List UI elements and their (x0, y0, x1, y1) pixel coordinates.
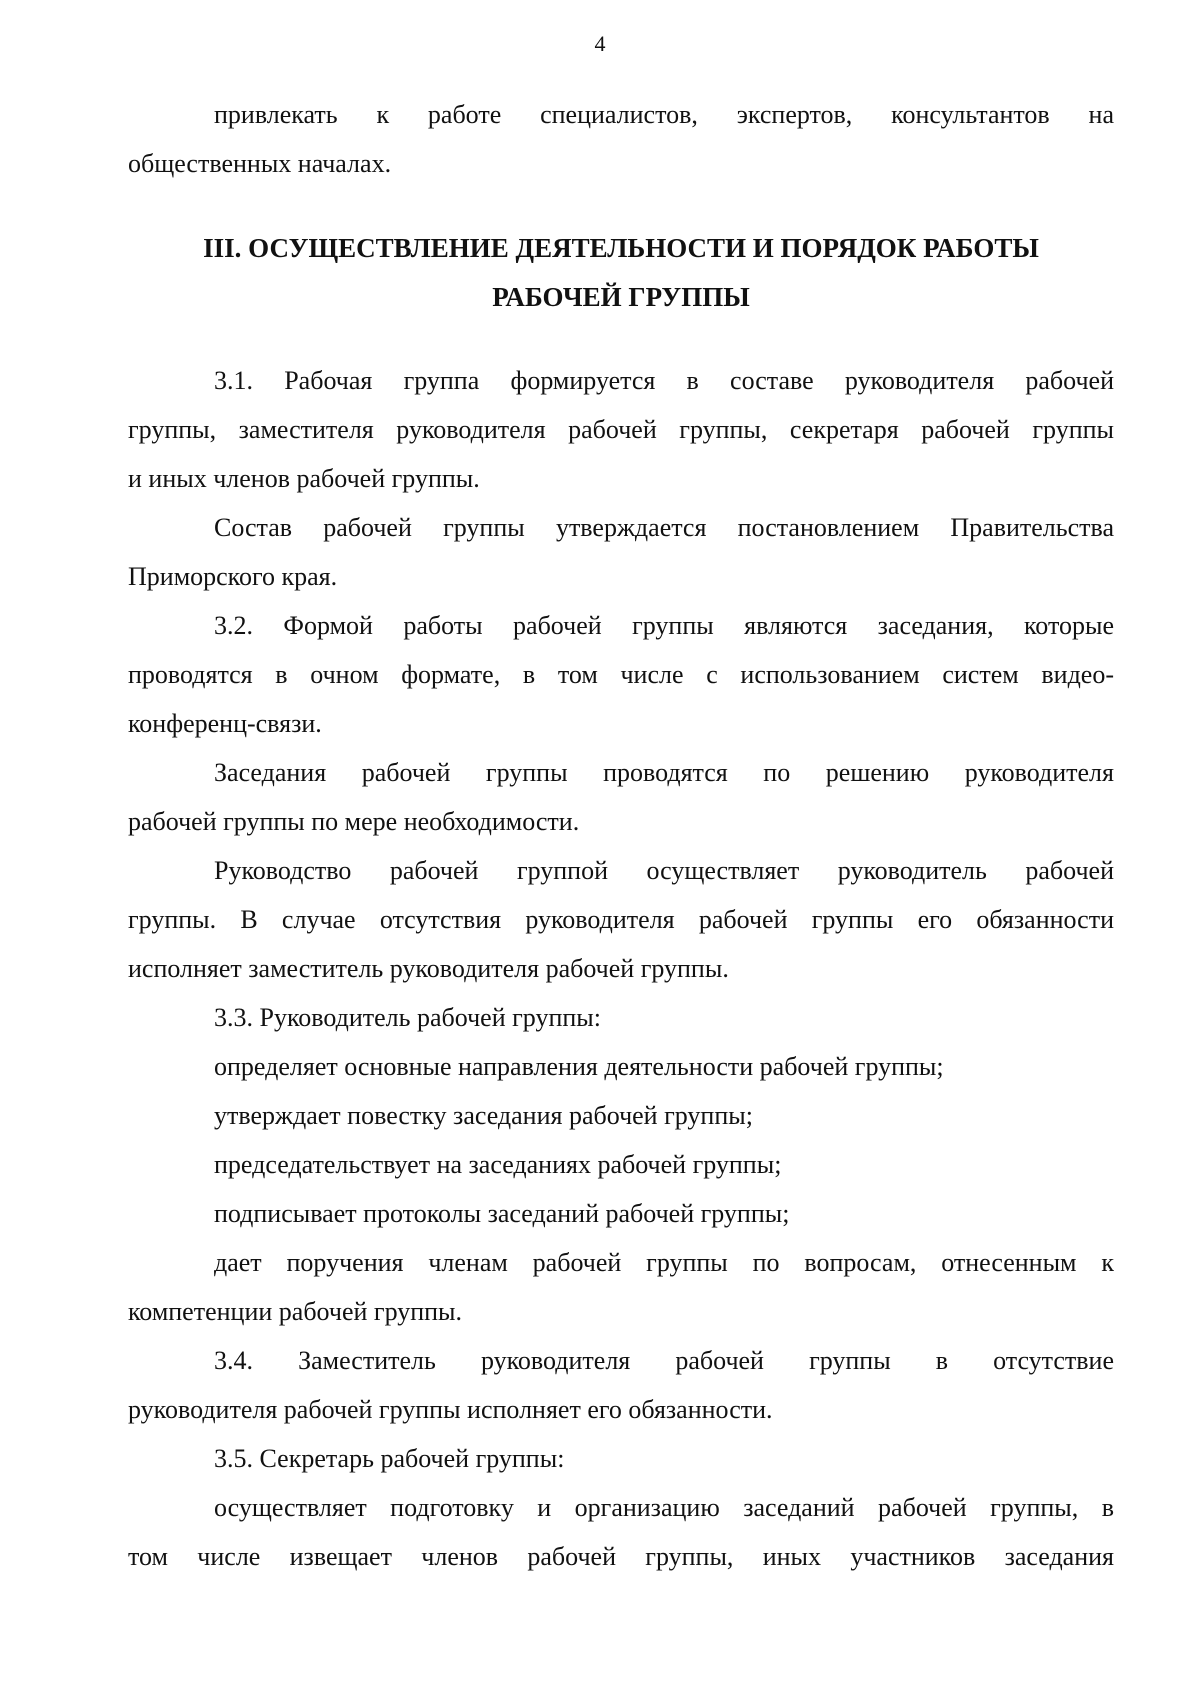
text-line: Руководство рабочей группой осуществляет руководитель рабочей (214, 856, 1114, 885)
text-line: 3.3. Руководитель рабочей группы: (214, 1003, 601, 1032)
text-line: утверждает повестку заседания рабочей группы; (214, 1101, 753, 1130)
text-line: председательствует на заседаниях рабочей группы; (214, 1150, 782, 1179)
text-line: компетенции рабочей группы. (128, 1297, 463, 1326)
document-body (128, 90, 1114, 1581)
text-line: 3.2. Формой работы рабочей группы являются заседания, которые (214, 611, 1114, 640)
text-line: руководителя рабочей группы исполняет его обязанности. (128, 1395, 773, 1424)
text-line: 3.5. Секретарь рабочей группы: (214, 1444, 565, 1473)
text-line: проводятся в очном формате, в том числе с использованием систем видео- (128, 660, 1114, 689)
text-line: Состав рабочей группы утверждается постановлением Правительства (214, 513, 1114, 542)
section-heading: III. ОСУЩЕСТВЛЕНИЕ ДЕЯТЕЛЬНОСТИ И ПОРЯДОК РАБОТЫ (203, 233, 1039, 263)
text-line: 3.4. Заместитель руководителя рабочей группы в отсутствие (214, 1346, 1114, 1375)
text-line: Приморского края. (128, 562, 338, 591)
text-line: общественных началах. (128, 149, 392, 178)
text-line: рабочей группы по мере необходимости. (128, 807, 580, 836)
text-line: Заседания рабочей группы проводятся по решению руководителя (214, 758, 1114, 787)
text-line: 3.1. Рабочая группа формируется в составе руководителя рабочей (214, 366, 1114, 395)
text-line: подписывает протоколы заседаний рабочей группы; (214, 1199, 790, 1228)
text-line: осуществляет подготовку и организацию заседаний рабочей группы, в (214, 1493, 1114, 1522)
text-line: и иных членов рабочей группы. (128, 464, 480, 493)
text-line: том числе извещает членов рабочей группы, иных участников заседания (128, 1542, 1114, 1571)
text-line: исполняет заместитель руководителя рабочей группы. (128, 954, 729, 983)
section-heading: РАБОЧЕЙ ГРУППЫ (492, 282, 750, 312)
text-line: группы, заместителя руководителя рабочей группы, секретаря рабочей группы (128, 415, 1114, 444)
page-number: 4 (594, 31, 606, 56)
text-line: привлекать к работе специалистов, экспертов, консультантов на (214, 100, 1114, 129)
text-line: дает поручения членам рабочей группы по вопросам, отнесенным к (214, 1248, 1114, 1277)
text-line: определяет основные направления деятельности рабочей группы; (214, 1052, 944, 1081)
text-line: конференц-связи. (128, 709, 322, 738)
text-line: группы. В случае отсутствия руководителя рабочей группы его обязанности (128, 905, 1114, 934)
